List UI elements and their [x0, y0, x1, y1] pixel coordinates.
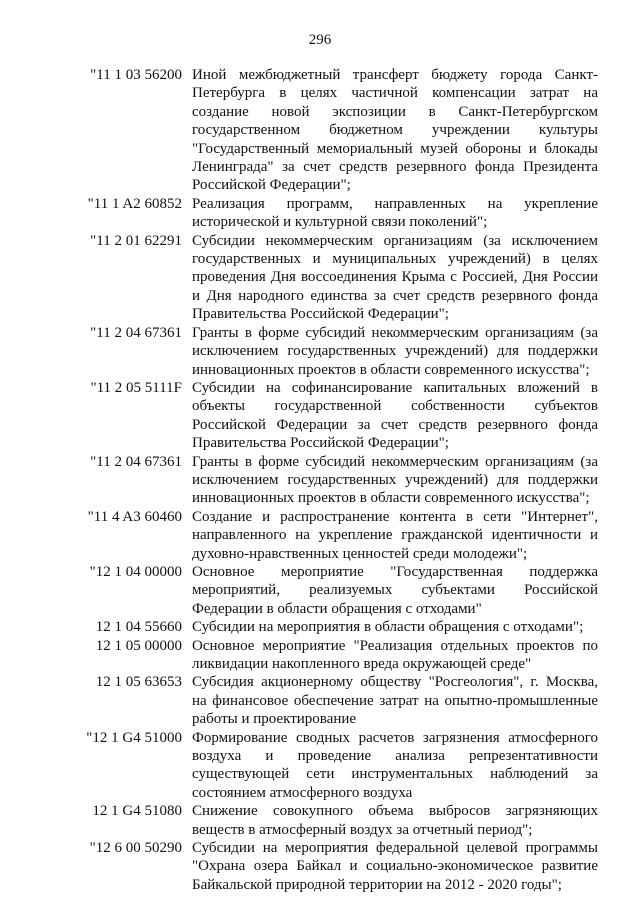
description-line: Субсидии некоммерческим организациям (за исключением [192, 232, 598, 249]
classification-code: "11 2 04 67361 [90, 453, 182, 470]
description-line: Ленинграда" за счет средств резервного фонда Президента [192, 159, 598, 176]
description-line: Создание и распространение контента в сети "Интернет", [192, 508, 598, 525]
list-item [0, 802, 640, 839]
list-item [0, 729, 640, 803]
description-line: государственных и муниципальных учреждений) в целях [192, 251, 598, 268]
entry-description [192, 195, 598, 232]
description-line: исключением государственных учреждений) для поддержки [192, 343, 598, 360]
description-line: духовно-нравственных ценностей среди молодежи"; [192, 545, 528, 562]
classification-code: "11 1 A2 60852 [87, 195, 182, 212]
list-item [0, 673, 640, 728]
classification-code: 12 1 05 63653 [95, 674, 182, 691]
description-line: Субсидии на мероприятия в области обращения с отходами"; [192, 619, 584, 636]
description-line: Правительства Российской Федерации"; [192, 306, 449, 323]
page-number: 296 [308, 32, 332, 48]
list-item [0, 839, 640, 894]
description-line: Гранты в форме субсидий некоммерческим организациям (за [192, 324, 598, 341]
description-line: инновационных проектов в области современного искусства"; [192, 361, 590, 378]
description-line: состоянием атмосферного воздуха [192, 784, 413, 801]
description-line: создание новой экспозиции в Санкт-Петербургском [192, 103, 598, 120]
classification-code: "11 4 A3 60460 [87, 508, 182, 525]
description-line: ликвидации накопленного вреда окружающей среде" [192, 656, 532, 672]
classification-code: "11 2 05 5111F [90, 379, 182, 396]
list-item [0, 379, 640, 453]
classification-code: "11 1 03 56200 [90, 67, 182, 83]
list-item [0, 232, 640, 324]
entry-description [192, 66, 598, 195]
description-line: государственном бюджетном учреждении культуры [192, 122, 598, 139]
entry-description [192, 232, 598, 324]
classification-code: "11 2 01 62291 [90, 232, 182, 249]
description-line: проведения Дня воссоединения Крыма с Россией, Дня России [192, 269, 598, 286]
entry-description [192, 618, 598, 636]
entry-description [192, 839, 598, 894]
entry-description [192, 379, 598, 453]
description-line: мероприятий, реализуемых субъектами Российской [192, 582, 598, 599]
list-item [0, 563, 640, 618]
description-line: "Государственный мемориальный музей обороны и блокады [192, 140, 598, 157]
description-line: "Охрана озера Байкал и социально-экономическое развитие [192, 858, 598, 875]
entries-list [0, 66, 640, 894]
description-line: Формирование сводных расчетов загрязнения атмосферного [192, 729, 598, 746]
entry-description [192, 563, 598, 618]
description-line: Правительства Российской Федерации"; [192, 435, 449, 452]
list-item [0, 66, 640, 195]
classification-code: "12 1 G4 51000 [86, 729, 182, 746]
description-line: инновационных проектов в области современного искусства"; [192, 490, 590, 507]
description-line: Российской Федерации за счет средств резервного фонда [192, 416, 598, 433]
description-line: Реализация программ, направленных на укрепление [192, 195, 598, 212]
description-line: Основное мероприятие "Реализация отдельных проектов по [192, 637, 598, 654]
entry-description [192, 453, 598, 508]
classification-code: "12 6 00 50290 [89, 840, 182, 857]
description-line: веществ в атмосферный воздух за отчетный период"; [192, 821, 533, 838]
entry-description [192, 729, 598, 803]
list-item [0, 637, 640, 674]
entry-description [192, 673, 598, 728]
description-line: существующей сети инструментальных наблюдений за [192, 766, 598, 783]
description-line: работы и проектирование [192, 711, 357, 728]
classification-code: 12 1 05 00000 [95, 637, 182, 654]
description-line: исторической и культурной связи поколений"; [192, 214, 488, 231]
list-item [0, 508, 640, 563]
description-line: Иной межбюджетный трансферт бюджету города Санкт- [192, 67, 598, 83]
description-line: Субсидия акционерному обществу "Росгеология", г. Москва, [192, 674, 598, 691]
list-item [0, 195, 640, 232]
entry-description [192, 637, 598, 674]
list-item [0, 453, 640, 508]
description-line: на финансовое обеспечение затрат на опытно-промышленные [192, 692, 598, 709]
description-line: исключением государственных учреждений) для поддержки [192, 471, 598, 488]
list-item [0, 324, 640, 379]
description-line: Гранты в форме субсидий некоммерческим организациям (за [192, 453, 598, 470]
description-line: Снижение совокупного объема выбросов загрязняющих [192, 803, 598, 820]
classification-code: "12 1 04 00000 [89, 563, 182, 580]
description-line: Байкальской природной территории на 2012 - 2020 годы"; [192, 876, 562, 893]
description-line: воздуха и проведение анализа репрезентативности [192, 748, 598, 765]
description-line: направленного на укрепление гражданской идентичности и [192, 527, 598, 544]
description-line: и Дня народного единства за счет средств резервного фонда [192, 287, 598, 304]
description-line: Российской Федерации"; [192, 177, 351, 194]
entry-description [192, 508, 598, 563]
description-line: Федерации в области обращения с отходами" [192, 600, 482, 617]
description-line: Субсидии на софинансирование капитальных вложений в [192, 379, 598, 396]
list-item [0, 618, 640, 636]
classification-code: 12 1 G4 51080 [92, 803, 182, 820]
description-line: Петербурга в целях частичной компенсации затрат на [192, 85, 598, 102]
description-line: Субсидии на мероприятия федеральной целевой программы [192, 840, 598, 857]
description-line: объекты государственной собственности субъектов [192, 398, 598, 415]
entry-description [192, 802, 598, 839]
description-line: Основное мероприятие "Государственная поддержка [192, 563, 598, 580]
classification-code: 12 1 04 55660 [95, 619, 182, 636]
entry-description [192, 324, 598, 379]
classification-code: "11 2 04 67361 [90, 324, 182, 341]
